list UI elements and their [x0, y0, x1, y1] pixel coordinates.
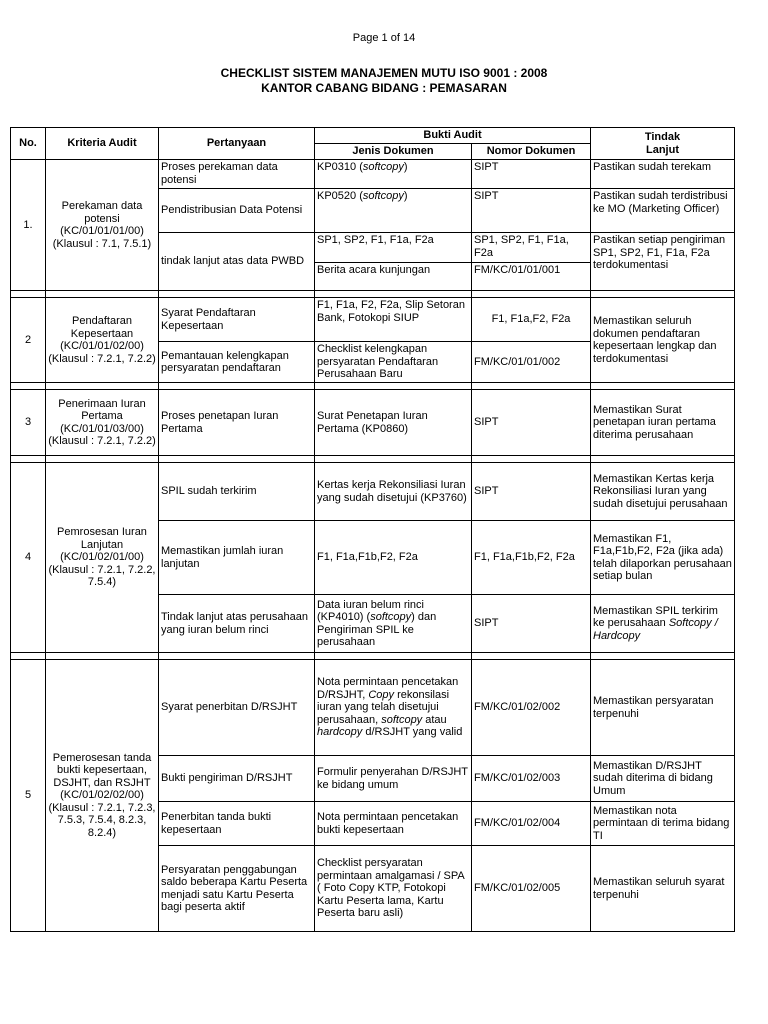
nomor-dokumen-cell: FM/KC/01/02/005	[472, 846, 591, 932]
table-row	[11, 160, 735, 189]
tindak-lanjut-cell: Pastikan sudah terdistribusi ke MO (Marketing Officer)	[591, 189, 735, 233]
tindak-lanjut-cell: Memastikan F1, F1a,F1b,F2, F2a (jika ada) telah dilaporkan perusahaan setiap bulan	[591, 521, 735, 595]
jenis-dokumen-cell: Surat Penetapan Iuran Pertama (KP0860)	[315, 390, 472, 456]
pertanyaan-cell: Proses perekaman data potensi	[159, 160, 315, 189]
nomor-dokumen-cell: FM/KC/01/02/003	[472, 756, 591, 802]
title-line-2: KANTOR CABANG BIDANG : PEMASARAN	[261, 81, 507, 95]
tindak-lanjut-cell: Memastikan Surat penetapan iuran pertama diterima perusahaan	[591, 390, 735, 456]
nomor-dokumen-cell: SIPT	[472, 595, 591, 653]
jenis-dokumen-cell: F1, F1a,F1b,F2, F2a	[315, 521, 472, 595]
header-tindak-line-2: Lanjut	[646, 143, 679, 156]
tindak-lanjut-cell: Memastikan persyaratan terpenuhi	[591, 660, 735, 756]
pertanyaan-cell: Persyaratan penggabungan saldo beberapa Kartu Peserta menjadi satu Kartu Peserta bagi peserta aktif	[159, 846, 315, 932]
kriteria-cell: Pemerosesan tanda bukti kepesertaan, DSJHT, dan RSJHT (KC/01/02/02/00) (Klausul : 7.2.1, 7.2.3, 7.5.3, 7.5.4, 8.2.3, 8.2.4)	[46, 660, 159, 932]
jenis-dokumen-cell: Data iuran belum rinci (KP4010) (softcopy) dan Pengiriman SPIL ke perusahaan	[315, 595, 472, 653]
jenis-dokumen-cell: Formulir penyerahan D/RSJHT ke bidang umum	[315, 756, 472, 802]
header-bukti-audit: Bukti Audit	[315, 128, 591, 144]
header-jenis-dokumen: Jenis Dokumen	[315, 144, 472, 160]
jenis-dokumen-cell: Nota permintaan pencetakan bukti kepesertaan	[315, 802, 472, 846]
tindak-lanjut-cell: Memastikan nota permintaan di terima bidang TI	[591, 802, 735, 846]
nomor-dokumen-cell: FM/KC/01/01/001	[472, 263, 591, 291]
table-row	[11, 463, 735, 521]
table-row	[11, 660, 735, 756]
header-tindak-lanjut	[591, 128, 735, 160]
group-separator	[11, 653, 735, 660]
pertanyaan-cell: Memastikan jumlah iuran lanjutan	[159, 521, 315, 595]
pertanyaan-cell: Bukti pengiriman D/RSJHT	[159, 756, 315, 802]
table-row	[11, 390, 735, 456]
nomor-dokumen-cell: FM/KC/01/02/002	[472, 660, 591, 756]
jenis-dokumen-cell: Kertas kerja Rekonsiliasi Iuran yang sudah disetujui (KP3760)	[315, 463, 472, 521]
tindak-lanjut-cell: Memastikan seluruh syarat terpenuhi	[591, 846, 735, 932]
header-nomor-dokumen: Nomor Dokumen	[472, 144, 591, 160]
nomor-dokumen-cell: SIPT	[472, 189, 591, 233]
table-row	[11, 298, 735, 342]
header-kriteria: Kriteria Audit	[46, 128, 159, 160]
pertanyaan-cell: Pemantauan kelengkapan persyaratan pendaftaran	[159, 342, 315, 383]
row-number: 4	[11, 463, 46, 653]
row-number: 1.	[11, 160, 46, 291]
title-line-1: CHECKLIST SISTEM MANAJEMEN MUTU ISO 9001 : 2008	[220, 66, 548, 80]
tindak-lanjut-cell: Memastikan SPIL terkirim ke perusahaan Softcopy / Hardcopy	[591, 595, 735, 653]
nomor-dokumen-cell: F1, F1a,F2, F2a	[472, 298, 591, 342]
tindak-lanjut-cell: Memastikan Kertas kerja Rekonsiliasi Iuran yang sudah disetujui perusahaan	[591, 463, 735, 521]
jenis-dokumen-cell: F1, F1a, F2, F2a, Slip Setoran Bank, Fotokopi SIUP	[315, 298, 472, 342]
page-number: Page 1 of 14	[352, 32, 416, 44]
pertanyaan-cell: Syarat Pendaftaran Kepesertaan	[159, 298, 315, 342]
nomor-dokumen-cell: FM/KC/01/01/002	[472, 342, 591, 383]
audit-checklist-table	[10, 127, 735, 932]
pertanyaan-cell: Syarat penerbitan D/RSJHT	[159, 660, 315, 756]
pertanyaan-cell: tindak lanjut atas data PWBD	[159, 233, 315, 291]
tindak-lanjut-cell: Memastikan D/RSJHT sudah diterima di bidang Umum	[591, 756, 735, 802]
pertanyaan-cell: Tindak lanjut atas perusahaan yang iuran belum rinci	[159, 595, 315, 653]
jenis-dokumen-cell: Nota permintaan pencetakan D/RSJHT, Copy rekonsilasi iuran yang telah disetujui perusahaan, softcopy atau hardcopy d/RSJHT yang valid	[315, 660, 472, 756]
row-number: 3	[11, 390, 46, 456]
pertanyaan-cell: SPIL sudah terkirim	[159, 463, 315, 521]
tindak-lanjut-cell: Pastikan setiap pengiriman SP1, SP2, F1, F1a, F2a terdokumentasi	[591, 233, 735, 291]
row-number: 2	[11, 298, 46, 383]
row-number: 5	[11, 660, 46, 932]
pertanyaan-cell: Proses penetapan Iuran Pertama	[159, 390, 315, 456]
pertanyaan-cell: Pendistribusian Data Potensi	[159, 189, 315, 233]
tindak-lanjut-cell: Pastikan sudah terekam	[591, 160, 735, 189]
tindak-lanjut-cell: Memastikan seluruh dokumen pendaftaran kepesertaan lengkap dan terdokumentasi	[591, 298, 735, 383]
header-tindak-line-1: Tindak	[644, 131, 681, 143]
kriteria-cell: Penerimaan Iuran Pertama (KC/01/01/03/00) (Klausul : 7.2.1, 7.2.2)	[46, 390, 159, 456]
nomor-dokumen-cell: F1, F1a,F1b,F2, F2a	[472, 521, 591, 595]
jenis-dokumen-cell: Checklist kelengkapan persyaratan Pendaftaran Perusahaan Baru	[315, 342, 472, 383]
nomor-dokumen-cell: SP1, SP2, F1, F1a, F2a	[472, 233, 591, 263]
kriteria-cell: Pemrosesan Iuran Lanjutan (KC/01/02/01/00) (Klausul : 7.2.1, 7.2.2, 7.5.4)	[46, 463, 159, 653]
nomor-dokumen-cell: SIPT	[472, 390, 591, 456]
nomor-dokumen-cell: SIPT	[472, 463, 591, 521]
document-title	[0, 66, 768, 96]
jenis-dokumen-cell: KP0310 (softcopy)	[315, 160, 472, 189]
header-pertanyaan: Pertanyaan	[159, 128, 315, 160]
kriteria-cell: Pendaftaran Kepesertaan (KC/01/01/02/00) (Klausul : 7.2.1, 7.2.2)	[46, 298, 159, 383]
group-separator	[11, 456, 735, 463]
kriteria-cell: Perekaman data potensi (KC/01/01/01/00) (Klausul : 7.1, 7.5.1)	[46, 160, 159, 291]
nomor-dokumen-cell: FM/KC/01/02/004	[472, 802, 591, 846]
jenis-dokumen-cell: SP1, SP2, F1, F1a, F2a	[315, 233, 472, 263]
nomor-dokumen-cell: SIPT	[472, 160, 591, 189]
jenis-dokumen-cell: KP0520 (softcopy)	[315, 189, 472, 233]
group-separator	[11, 383, 735, 390]
jenis-dokumen-cell: Berita acara kunjungan	[315, 263, 472, 291]
pertanyaan-cell: Penerbitan tanda bukti kepesertaan	[159, 802, 315, 846]
jenis-dokumen-cell: Checklist persyaratan permintaan amalgamasi / SPA ( Foto Copy KTP, Fotokopi Kartu Peserta lama, Kartu Peserta baru asli)	[315, 846, 472, 932]
group-separator	[11, 291, 735, 298]
header-no: No.	[11, 128, 46, 160]
